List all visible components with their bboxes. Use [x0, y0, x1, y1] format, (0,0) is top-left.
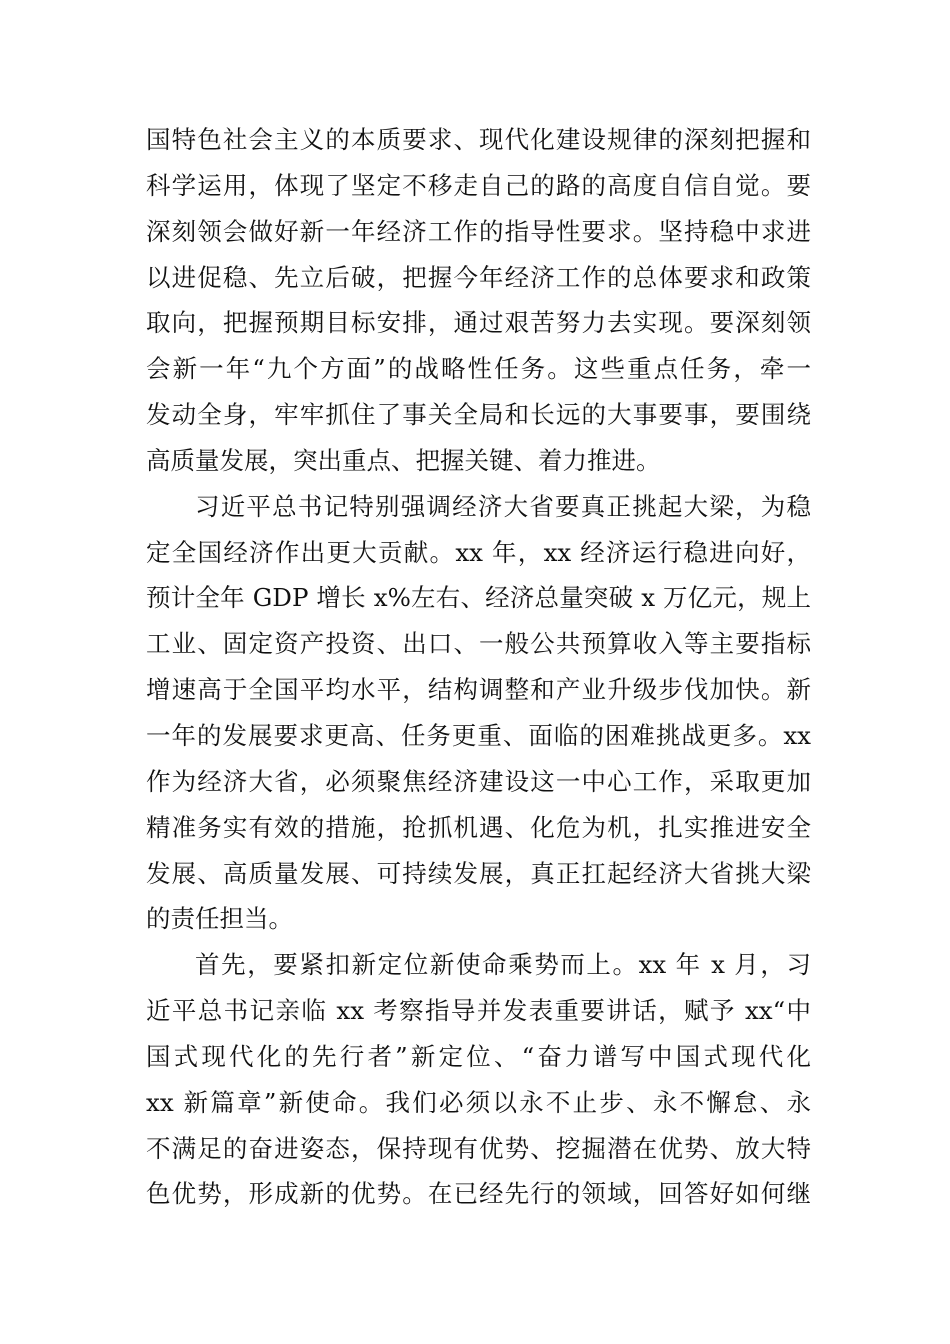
- paragraph-2-line-4: 工业、固定资产投资、出口、一般公共预算收入等主要指标: [146, 629, 811, 659]
- paragraph-3-line-3: 国式现代化的先行者”新定位、“奋力谱写中国式现代化: [146, 1041, 811, 1071]
- paragraph-2-line-10: 的责任担当。: [146, 904, 293, 934]
- paragraph-3-line-1: 首先，要紧扣新定位新使命乘势而上。xx 年 x 月，习: [195, 950, 811, 980]
- paragraph-1-line-1: 国特色社会主义的本质要求、现代化建设规律的深刻把握和: [146, 125, 811, 154]
- paragraph-1-line-8: 高质量发展，突出重点、把握关键、着力推进。: [146, 445, 661, 475]
- paragraph-3-line-6: 色优势，形成新的优势。在已经先行的领域，回答好如何继: [146, 1179, 811, 1209]
- paragraph-1-line-6: 会新一年“九个方面”的战略性任务。这些重点任务，牵一: [146, 354, 811, 384]
- paragraph-1-line-7: 发动全身，牢牢抓住了事关全局和长远的大事要事，要围绕: [146, 400, 811, 430]
- paragraph-2-line-2: 定全国经济作出更大贡献。xx 年，xx 经济运行稳进向好，: [146, 537, 811, 567]
- paragraph-1-line-4: 以进促稳、先立后破，把握今年经济工作的总体要求和政策: [146, 262, 811, 292]
- paragraph-2-line-9: 发展、高质量发展、可持续发展，真正扛起经济大省挑大梁: [146, 858, 811, 888]
- paragraph-2-line-1: 习近平总书记特别强调经济大省要真正挑起大梁，为稳: [195, 491, 811, 521]
- paragraph-2-line-3: 预计全年 GDP 增长 x%左右、经济总量突破 x 万亿元，规上: [146, 583, 811, 613]
- paragraph-2-line-5: 增速高于全国平均水平，结构调整和产业升级步伐加快。新: [146, 675, 811, 705]
- body-text: [146, 117, 811, 1217]
- paragraph-2-line-7: 作为经济大省，必须聚焦经济建设这一中心工作，采取更加: [146, 766, 811, 796]
- paragraph-1-line-3: 深刻领会做好新一年经济工作的指导性要求。坚持稳中求进: [146, 216, 811, 246]
- paragraph-2-line-8: 精准务实有效的措施，抢抓机遇、化危为机，扎实推进安全: [146, 812, 811, 842]
- paragraph-3-line-2: 近平总书记亲临 xx 考察指导并发表重要讲话，赋予 xx“中: [146, 996, 811, 1026]
- paragraph-1-line-5: 取向，把握预期目标安排，通过艰苦努力去实现。要深刻领: [146, 308, 811, 338]
- paragraph-2-line-6: 一年的发展要求更高、任务更重、面临的困难挑战更多。xx: [146, 720, 811, 750]
- paragraph-3-line-5: 不满足的奋进姿态，保持现有优势、挖掘潜在优势、放大特: [146, 1133, 811, 1163]
- paragraph-1-line-2: 科学运用，体现了坚定不移走自己的路的高度自信自觉。要: [146, 170, 811, 200]
- paragraph-3-line-4: xx 新篇章”新使命。我们必须以永不止步、永不懈怠、永: [146, 1087, 811, 1117]
